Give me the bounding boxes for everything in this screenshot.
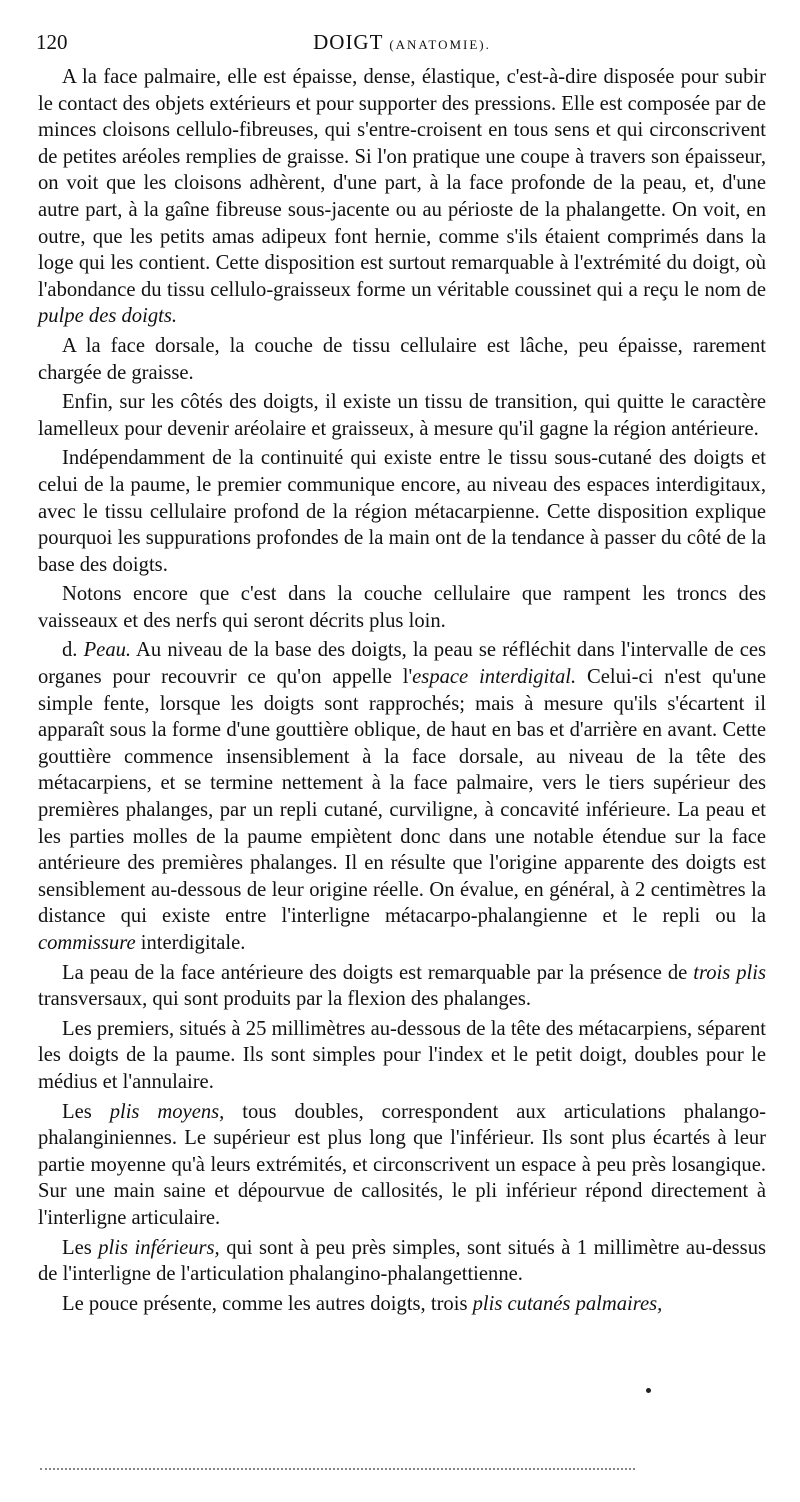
paragraph: [38, 445, 766, 578]
text-run: interdigitale.: [135, 932, 246, 954]
italic-term: plis moyens,: [109, 1100, 225, 1123]
italic-term: pulpe des doigts.: [38, 305, 177, 328]
paragraph: [38, 389, 766, 442]
paragraph: [38, 637, 766, 956]
text-run: Les premiers, situés à 25 millimètres au-dessous de la tête des métacarpiens, séparent les doigts de la paume. Ils sont simples pour l'index et le petit doigt, doubles pour le médius et l'annulaire.: [38, 1017, 766, 1093]
text-run: d.: [62, 639, 84, 662]
text-run: A la face palmaire, elle est épaisse, dense, élastique, c'est-à-dire disposée pour subir le contact des objets extérieurs et pour supporter des pressions. Elle est composée par de minces cloisons cellulo-fibreuses, qui s'entre-croisent en tous sens et qui circonscrivent de petites aréoles remplies de graisse. Si l'on pratique une coupe à travers son épaisseur, on voit que les cloisons adhèrent, d'une part, à la face profonde de la peau, et, d'une autre part, à la gaîne fibreuse sous-jacente ou au périoste de la phalangette. On voit, en outre, que les petits amas adipeux font hernie, comme s'ils étaient comprimés dans la loge qui les contient. Cette disposition est surtout remarquable à l'extrémité du doigt, où l'abondance du tissu cellulo-graisseux forme un véritable coussinet qui a reçu le nom de: [38, 66, 766, 301]
body-text: [38, 64, 766, 1317]
paragraph: [38, 1016, 766, 1096]
text-run: Au niveau de la base des doigts, la peau se réfléchit dans l'intervalle de ces organes pour recouvrir ce qu'on appelle l': [38, 639, 767, 689]
text-run: Les: [62, 1236, 99, 1259]
running-title: [36, 30, 768, 55]
paragraph: [38, 1291, 766, 1318]
paragraph: [38, 581, 766, 634]
text-run: Les: [62, 1100, 110, 1123]
text-run: La peau de la face antérieure des doigts est remarquable par la présence de: [62, 961, 694, 984]
text-run: Notons encore que c'est dans la couche cellulaire que rampent les troncs des vaisseaux et des nerfs qui seront décrits plus loin.: [38, 583, 766, 632]
italic-term: plis inférieurs,: [98, 1236, 220, 1259]
text-run: Le pouce présente, comme les autres doigts, trois: [62, 1292, 473, 1315]
paragraph: [38, 1235, 766, 1288]
text-run: Celui-ci n'est qu'une simple fente, lorsque les doigts sont rapprochés; mais à mesure qu'ils s'écartent il apparaît sous la forme d'une gouttière oblique, de haut en bas et d'arrière en avant. Cette gouttière commence insensiblement à la face dorsale, au niveau de la tête des métacarpiens, et se termine nettement à la face palmaire, vers le tiers supérieur des premières phalanges, par un repli cutané, curviligne, à concavité inférieure. La peau et les parties molles de la paume empiètent donc dans une notable étendue sur la face antérieure des premières phalanges. Il en résulte que l'origine apparente des doigts est sensiblement au-dessous de leur origine réelle. On évalue, en général, à 2 centimètres la distance qui existe entre l'interligne métacarpo-phalangienne et le repli ou la: [38, 666, 766, 928]
italic-term: trois plis: [693, 961, 766, 984]
text-run: tous doubles, correspondent aux articulations phalango-phalanginiennes. Le supérieur est plus long que l'inférieur. Ils sont plus écartés à leur partie moyenne qu'à leurs extrémités, et circonscrivent un espace à peu près losangique. Sur une main saine et dépourvue de callosités, le pli inférieur répond directement à l'interligne articulaire.: [38, 1100, 767, 1229]
running-title-sub: (ANATOMIE).: [389, 37, 491, 52]
paragraph: [38, 1099, 766, 1232]
page-header: [36, 30, 768, 58]
text-run: qui sont à peu près simples, sont situés à 1 millimètre au-dessus de l'interligne de l'articulation phalangino-phalangettienne.: [38, 1236, 767, 1286]
stray-dot-mark: [646, 1388, 651, 1393]
running-title-main: DOIGT: [313, 30, 384, 54]
text-run: Indépendamment de la continuité qui existe entre le tissu sous-cutané des doigts et celui de la paume, le premier communique encore, au niveau des espaces interdigitaux, avec le tissu cellulaire profond de la région métacarpienne. Cette disposition explique pourquoi les suppurations profondes de la main ont de la tendance à passer du côté de la base des doigts.: [38, 447, 766, 576]
paragraph: [38, 960, 766, 1013]
italic-term: commissure: [38, 932, 136, 954]
italic-term: Peau.: [83, 639, 132, 662]
paragraph: [38, 333, 766, 386]
text-run: Enfin, sur les côtés des doigts, il existe un tissu de transition, qui quitte le caractère lamelleux pour devenir aréolaire et graisseux, à mesure qu'il gagne la région antérieure.: [38, 391, 766, 440]
paragraph: [38, 64, 766, 330]
italic-term: espace interdigital.: [412, 666, 577, 689]
footer-rule: [40, 1468, 635, 1470]
page-number: 120: [36, 30, 68, 54]
italic-term: plis cutanés palmaires,: [472, 1292, 663, 1315]
text-run: A la face dorsale, la couche de tissu cellulaire est lâche, peu épaisse, rarement chargée de graisse.: [38, 334, 766, 384]
text-run: transversaux, qui sont produits par la flexion des phalanges.: [38, 988, 531, 1011]
